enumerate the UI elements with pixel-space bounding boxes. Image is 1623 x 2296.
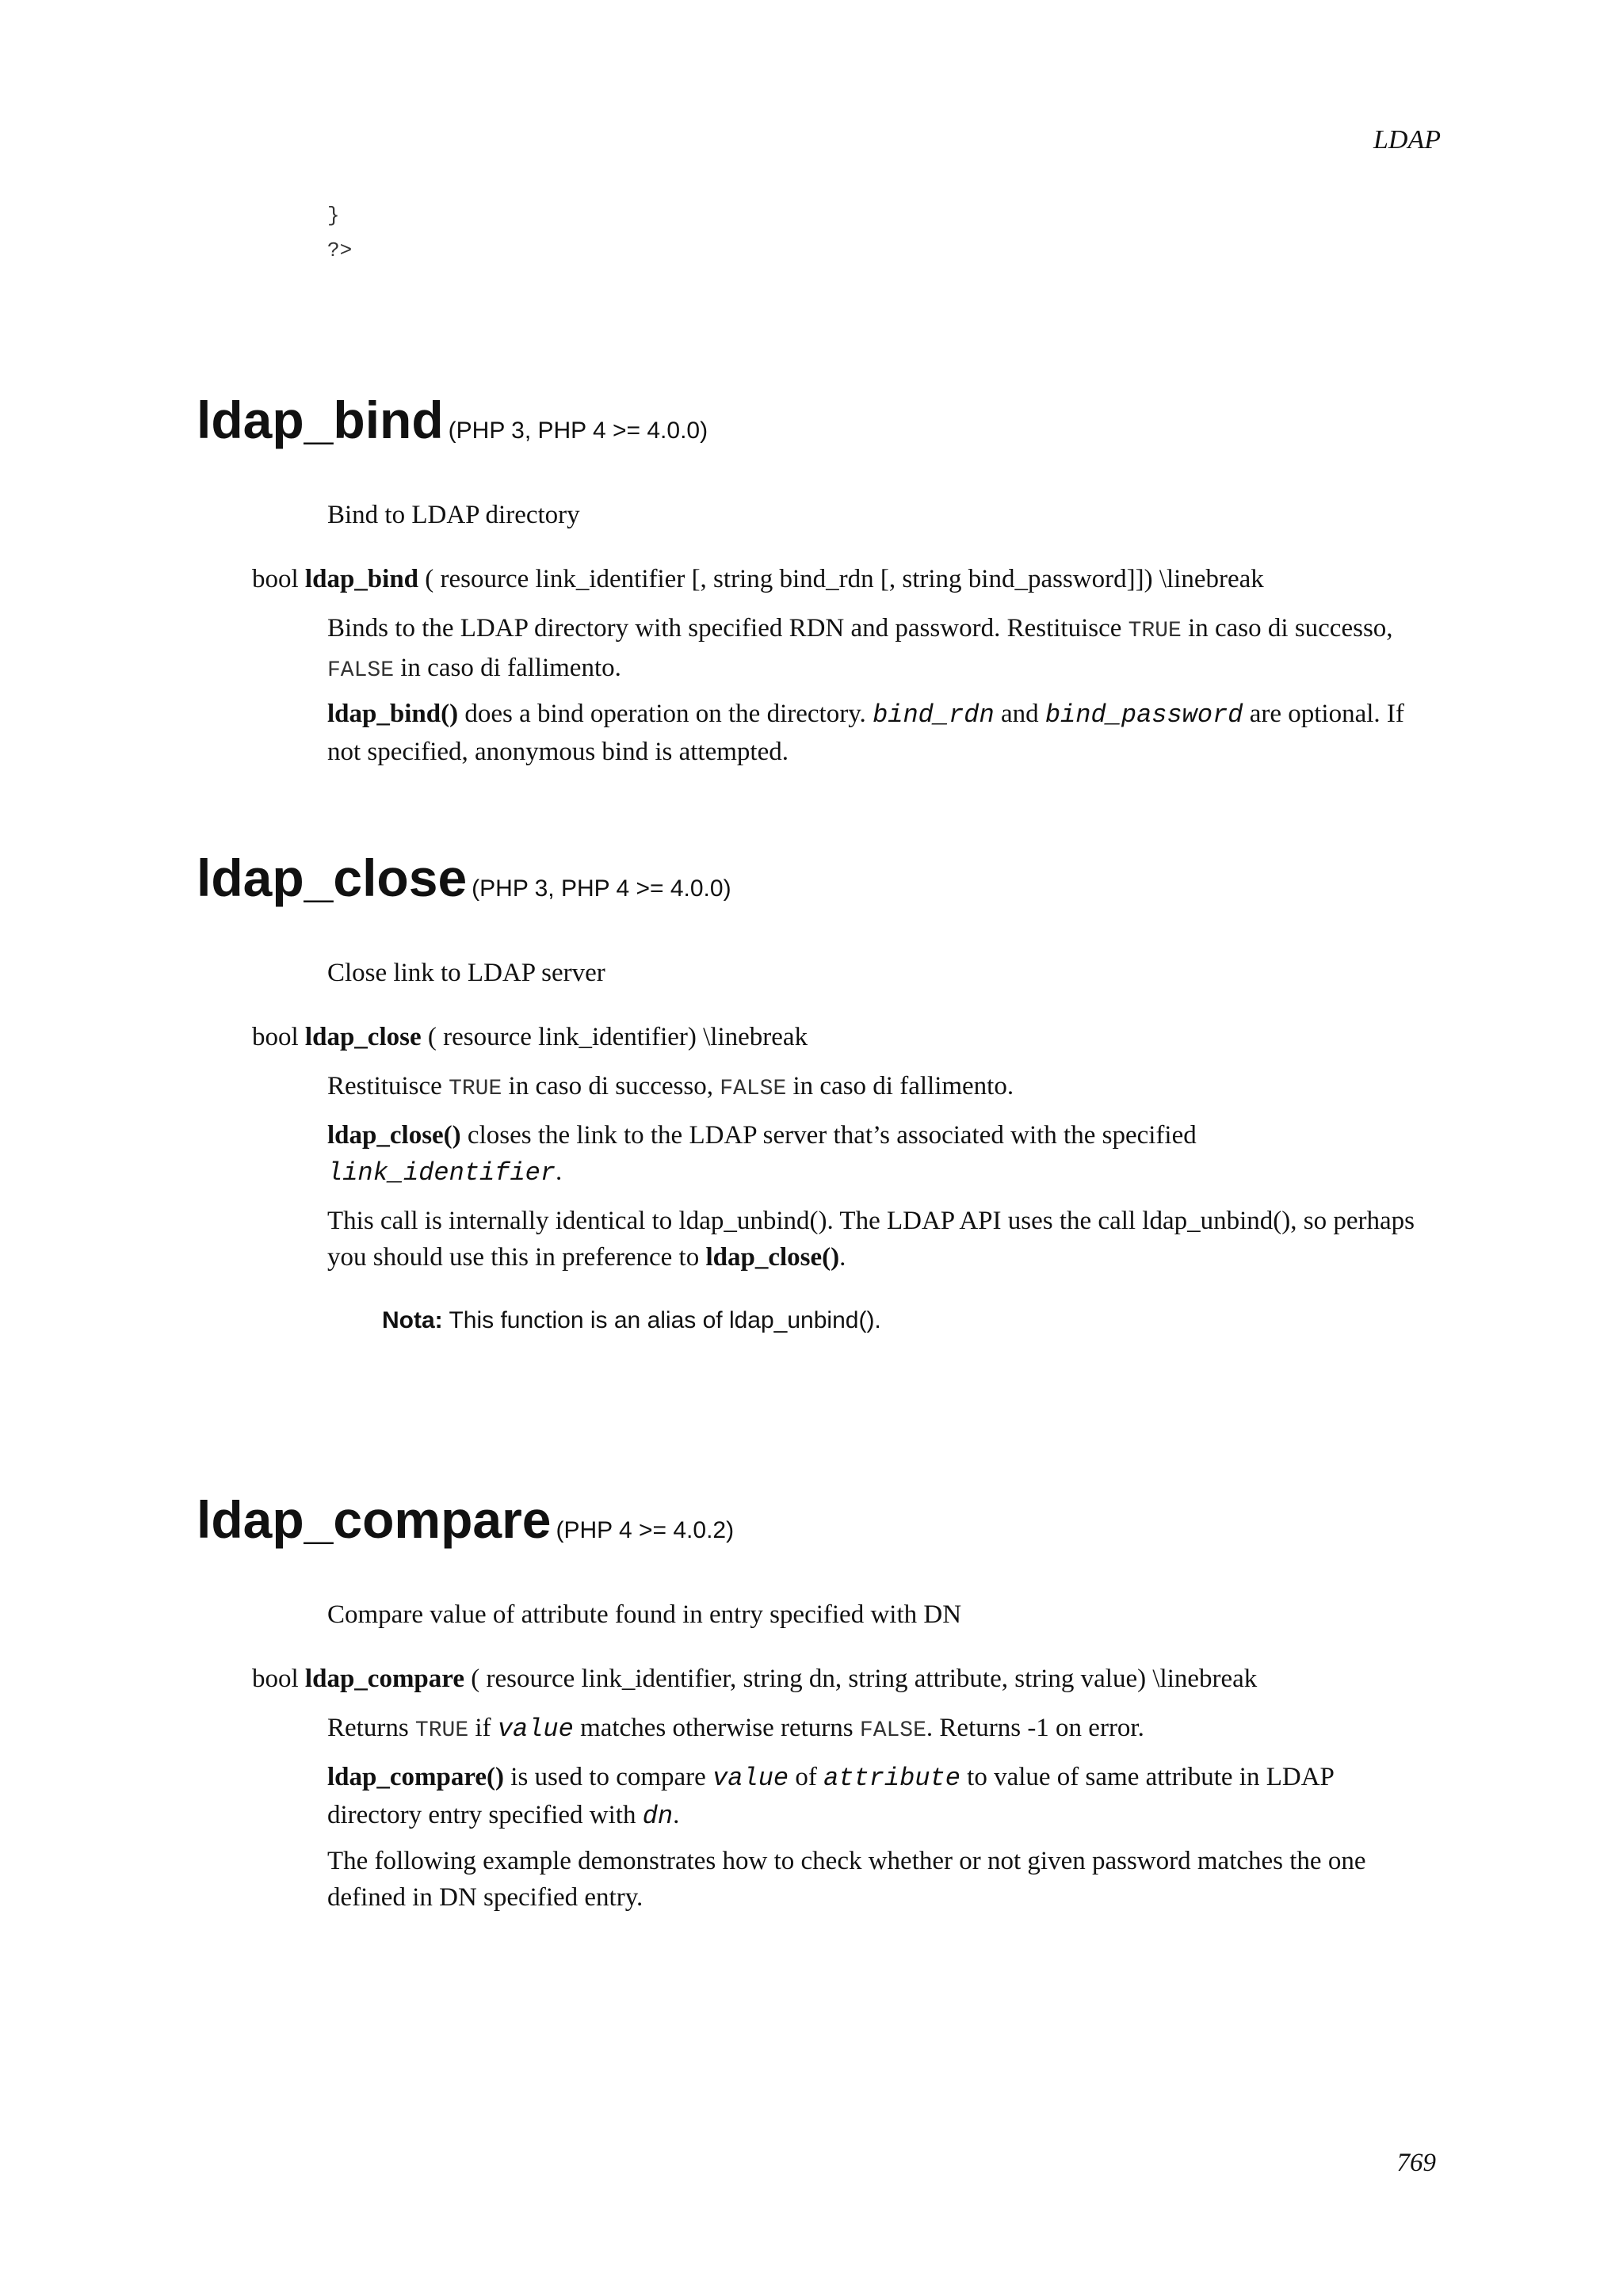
parameter-name: value <box>497 1714 574 1744</box>
text: Binds to the LDAP directory with specified RDN and password. Restituisce <box>327 614 1128 643</box>
description-paragraph <box>327 696 1421 770</box>
function-heading-ldap-compare <box>197 1489 734 1550</box>
parameter-name: attribute <box>823 1764 960 1793</box>
parameter-name: bind_rdn <box>873 700 995 730</box>
constant-false: FALSE <box>859 1718 926 1743</box>
text: to value of same attribute in LDAP directory entry specified with <box>327 1763 1334 1829</box>
code-example-tail <box>327 198 352 268</box>
function-reference: ldap_compare() <box>327 1763 505 1791</box>
function-purpose: Compare value of attribute found in entry specified with DN <box>327 1600 962 1629</box>
note-text: This function is an alias of ldap_unbind(). <box>442 1307 881 1333</box>
text: in caso di successo, <box>502 1072 720 1100</box>
text: in caso di fallimento. <box>394 654 621 682</box>
description-paragraph <box>327 1068 1421 1108</box>
text: in caso di successo, <box>1181 614 1393 643</box>
synopsis-arguments: ( resource link_identifier [, string bind_rdn [, string bind_password]]) \linebreak <box>418 565 1264 593</box>
note <box>382 1307 1412 1334</box>
note-label: Nota: <box>382 1307 443 1333</box>
synopsis-arguments: ( resource link_identifier) \linebreak <box>421 1023 808 1051</box>
code-line: } <box>327 204 340 227</box>
description-paragraph <box>327 1203 1421 1276</box>
function-heading-ldap-bind <box>197 390 708 450</box>
return-type: bool <box>252 565 299 593</box>
text: and <box>994 700 1045 728</box>
text: of <box>789 1763 824 1791</box>
description-paragraph <box>327 1759 1421 1835</box>
text: This call is internally identical to ldap_unbind(). The LDAP API uses the call ldap_unbind(), so perhaps you should use this in preference to <box>327 1207 1415 1272</box>
text: . <box>673 1801 680 1829</box>
parameter-name: link_identifier <box>327 1158 556 1188</box>
function-heading-ldap-close <box>197 848 731 908</box>
parameter-name: value <box>712 1764 789 1793</box>
function-reference: ldap_close() <box>327 1121 461 1150</box>
parameter-name: bind_password <box>1044 700 1243 730</box>
function-synopsis <box>252 1661 1441 1697</box>
function-version: (PHP 3, PHP 4 >= 4.0.0) <box>472 875 731 902</box>
synopsis-function-name: ldap_close <box>304 1023 422 1051</box>
text: if <box>468 1714 498 1742</box>
description-paragraph: The following example demonstrates how to check whether or not given password matches the one defined in DN specified entry. <box>327 1847 1366 1912</box>
description-paragraph <box>327 1117 1421 1192</box>
description-paragraph <box>327 610 1421 689</box>
function-name: ldap_close <box>197 849 468 907</box>
text: does a bind operation on the directory. <box>458 700 873 728</box>
function-purpose: Close link to LDAP server <box>327 959 605 987</box>
text: are optional. If not specified, anonymous bind is attempted. <box>327 700 1404 766</box>
function-name: ldap_bind <box>197 391 444 449</box>
code-line: ?> <box>327 238 353 262</box>
function-name: ldap_compare <box>197 1490 552 1549</box>
constant-true: TRUE <box>414 1718 469 1743</box>
synopsis-arguments: ( resource link_identifier, string dn, string attribute, string value) \linebreak <box>464 1665 1258 1693</box>
function-version: (PHP 4 >= 4.0.2) <box>556 1517 735 1543</box>
return-type: bool <box>252 1023 299 1051</box>
text: is used to compare <box>504 1763 713 1791</box>
function-reference: ldap_close() <box>705 1243 840 1272</box>
synopsis-function-name: ldap_bind <box>304 565 419 593</box>
text: matches otherwise returns <box>573 1714 860 1742</box>
page-number: 769 <box>1396 2149 1436 2177</box>
function-synopsis <box>252 1019 1441 1055</box>
text: . <box>839 1243 846 1272</box>
text: closes the link to the LDAP server that’s associated with the specified <box>460 1121 1197 1150</box>
function-reference: ldap_bind() <box>327 700 459 728</box>
text: . Returns -1 on error. <box>926 1714 1144 1742</box>
text: . <box>556 1158 563 1186</box>
function-purpose: Bind to LDAP directory <box>327 501 580 529</box>
constant-true: TRUE <box>449 1077 502 1101</box>
description-paragraph <box>327 1710 1421 1749</box>
text: Returns <box>327 1714 415 1742</box>
function-version: (PHP 3, PHP 4 >= 4.0.0) <box>448 418 708 444</box>
parameter-name: dn <box>642 1802 674 1831</box>
synopsis-function-name: ldap_compare <box>304 1665 464 1693</box>
constant-false: FALSE <box>327 658 395 683</box>
text: in caso di fallimento. <box>786 1072 1014 1100</box>
constant-true: TRUE <box>1128 619 1182 643</box>
function-synopsis <box>252 561 1441 597</box>
return-type: bool <box>252 1665 299 1693</box>
constant-false: FALSE <box>720 1077 787 1101</box>
text: Restituisce <box>327 1072 449 1100</box>
running-header: LDAP <box>1373 125 1441 154</box>
